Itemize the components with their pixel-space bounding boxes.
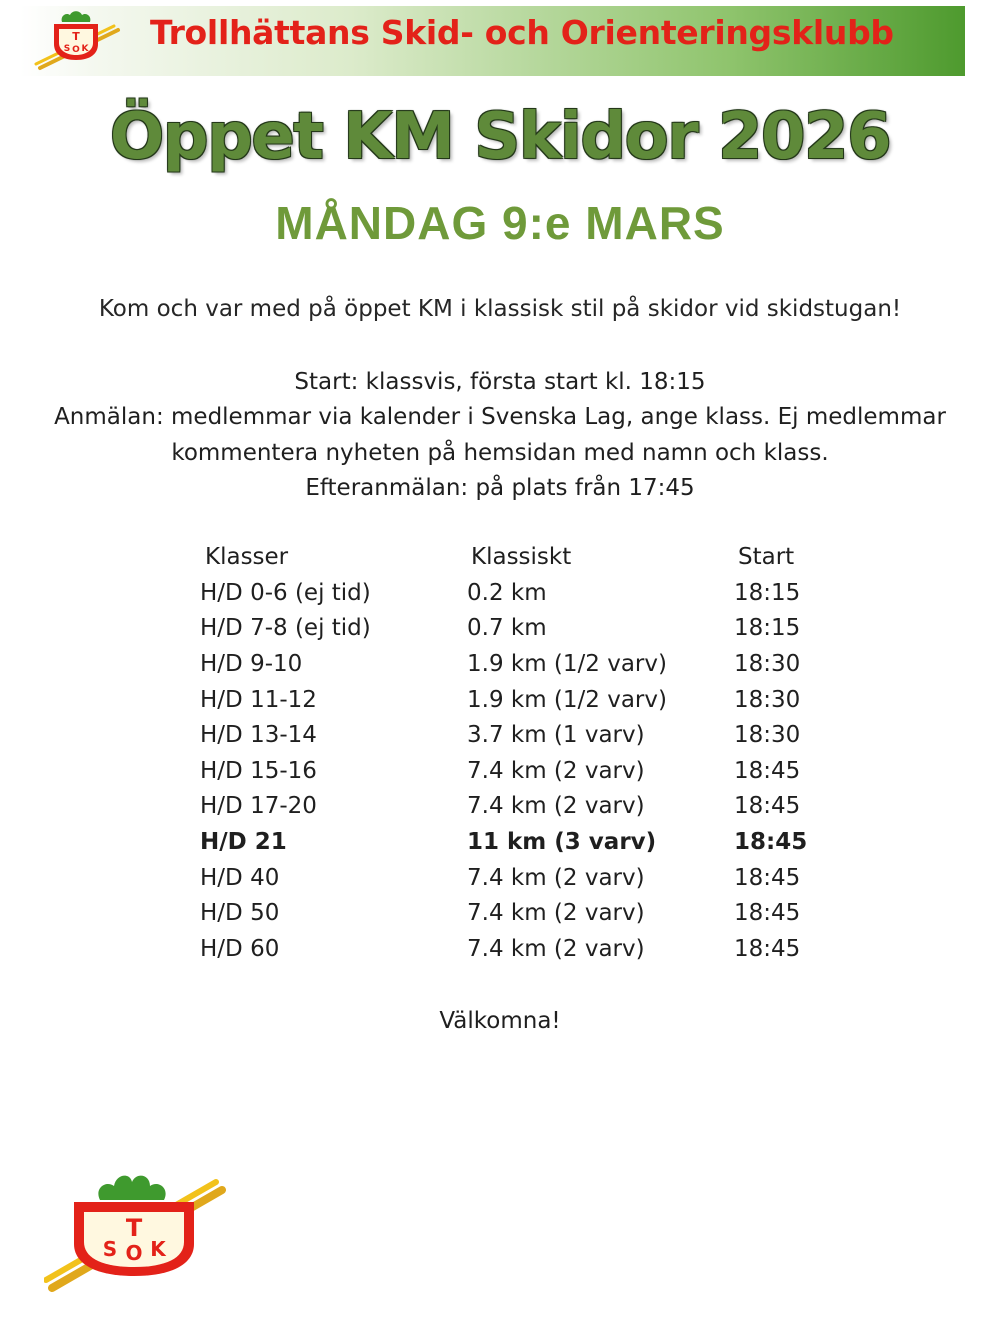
registration-info-cont: kommentera nyheten på hemsidan med namn och klass. bbox=[171, 440, 829, 466]
closing-text: Välkomna! bbox=[439, 1008, 561, 1034]
table-row bbox=[0, 793, 1000, 829]
row-start: 18:15 bbox=[734, 615, 801, 641]
intro-text: Kom och var med på öppet KM i klassisk stil på skidor vid skidstugan! bbox=[98, 296, 902, 322]
event-date: MÅNDAG 9:e MARS bbox=[275, 197, 725, 249]
start-info: Start: klassvis, första start kl. 18:15 bbox=[294, 369, 706, 395]
row-distance: 7.4 km (2 varv) bbox=[467, 793, 645, 819]
row-distance: 1.9 km (1/2 varv) bbox=[467, 651, 667, 677]
row-distance: 0.7 km bbox=[467, 615, 547, 641]
row-distance: 7.4 km (2 varv) bbox=[467, 936, 645, 962]
row-class: H/D 0-6 (ej tid) bbox=[200, 580, 371, 606]
event-title: Öppet KM Skidor 2026 bbox=[109, 100, 891, 174]
row-distance: 7.4 km (2 varv) bbox=[467, 758, 645, 784]
row-start: 18:30 bbox=[734, 651, 801, 677]
svg-text:T: T bbox=[125, 1214, 143, 1242]
row-start: 18:45 bbox=[734, 758, 801, 784]
table-row bbox=[0, 722, 1000, 758]
svg-text:K: K bbox=[150, 1237, 166, 1261]
header-klasser: Klasser bbox=[205, 544, 289, 570]
club-logo-icon bbox=[34, 8, 124, 72]
row-start: 18:45 bbox=[734, 936, 801, 962]
row-class: H/D 40 bbox=[200, 865, 280, 891]
table-row bbox=[0, 687, 1000, 723]
row-distance: 1.9 km (1/2 varv) bbox=[467, 687, 667, 713]
row-class: H/D 21 bbox=[200, 829, 287, 855]
row-start: 18:45 bbox=[734, 829, 808, 855]
table-row bbox=[0, 900, 1000, 936]
header-klassiskt: Klassiskt bbox=[471, 544, 572, 570]
row-distance: 11 km (3 varv) bbox=[467, 829, 657, 855]
header-start: Start bbox=[738, 544, 795, 570]
row-start: 18:45 bbox=[734, 865, 801, 891]
table-row bbox=[0, 758, 1000, 794]
table-row bbox=[0, 580, 1000, 616]
svg-text:S: S bbox=[63, 44, 71, 54]
row-distance: 0.2 km bbox=[467, 580, 547, 606]
row-class: H/D 7-8 (ej tid) bbox=[200, 615, 371, 641]
row-start: 18:45 bbox=[734, 900, 801, 926]
row-distance: 7.4 km (2 varv) bbox=[467, 865, 645, 891]
club-name: Trollhättans Skid- och Orienteringsklubb bbox=[150, 13, 894, 52]
row-class: H/D 17-20 bbox=[200, 793, 317, 819]
row-class: H/D 9-10 bbox=[200, 651, 303, 677]
table-row-highlight bbox=[0, 829, 1000, 865]
registration-info: Anmälan: medlemmar via kalender i Svenska Lag, ange klass. Ej medlemmar bbox=[54, 404, 946, 430]
table-row bbox=[0, 936, 1000, 972]
svg-text:K: K bbox=[81, 44, 89, 54]
row-start: 18:15 bbox=[734, 580, 801, 606]
club-logo-large-icon bbox=[44, 1162, 234, 1298]
late-registration-info: Efteranmälan: på plats från 17:45 bbox=[305, 475, 695, 501]
row-class: H/D 50 bbox=[200, 900, 280, 926]
table-row bbox=[0, 651, 1000, 687]
row-start: 18:30 bbox=[734, 687, 801, 713]
svg-text:S: S bbox=[102, 1237, 118, 1261]
svg-text:O: O bbox=[72, 45, 80, 55]
row-class: H/D 11-12 bbox=[200, 687, 317, 713]
row-start: 18:45 bbox=[734, 793, 801, 819]
row-class: H/D 13-14 bbox=[200, 722, 317, 748]
row-class: H/D 60 bbox=[200, 936, 280, 962]
row-class: H/D 15-16 bbox=[200, 758, 317, 784]
table-header bbox=[0, 544, 1000, 580]
row-distance: 3.7 km (1 varv) bbox=[467, 722, 645, 748]
row-distance: 7.4 km (2 varv) bbox=[467, 900, 645, 926]
table-row bbox=[0, 865, 1000, 901]
table-row bbox=[0, 615, 1000, 651]
row-start: 18:30 bbox=[734, 722, 801, 748]
svg-text:O: O bbox=[125, 1241, 143, 1265]
svg-text:T: T bbox=[72, 30, 80, 43]
